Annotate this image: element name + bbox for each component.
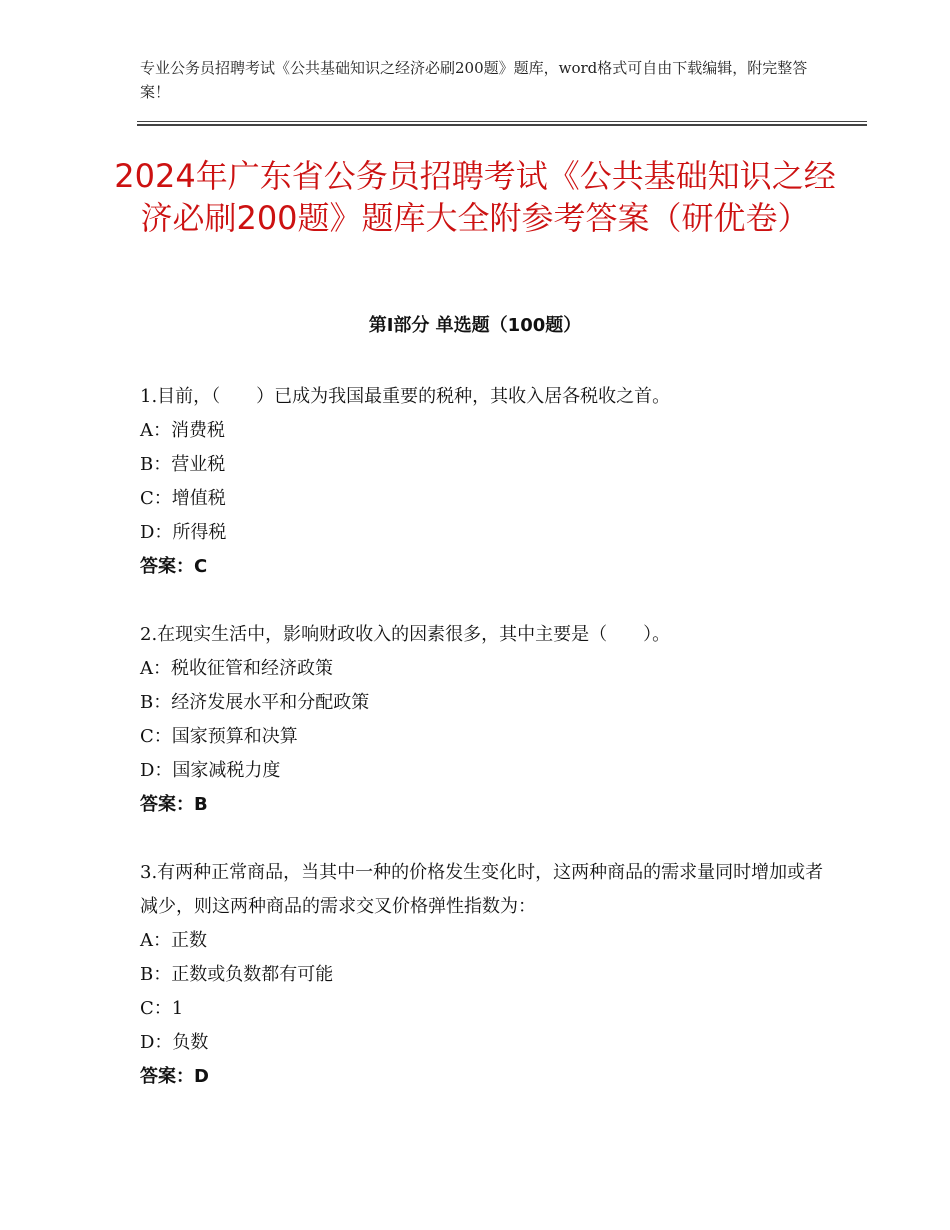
option-b: B：经济发展水平和分配政策 [140, 692, 370, 713]
question-2 [140, 618, 840, 822]
question-stem: 3.有两种正常商品，当其中一种的价格发生变化时，这两种商品的需求量同时增加或者减少，则这两种商品的需求交叉价格弹性指数为： [140, 862, 824, 917]
header-rule-thick [137, 124, 867, 126]
question-1 [140, 380, 840, 584]
question-stem: 2.在现实生活中，影响财政收入的因素很多，其中主要是（ ）。 [140, 624, 671, 645]
option-d: D：国家减税力度 [140, 760, 281, 781]
option-c: C：国家预算和决算 [140, 726, 298, 747]
option-a: A：税收征管和经济政策 [140, 658, 333, 679]
question-stem: 1.目前，（ ）已成为我国最重要的税种，其收入居各税收之首。 [140, 386, 671, 407]
option-b: B：营业税 [140, 454, 226, 475]
answer-key: 答案：C [140, 556, 208, 577]
question-3 [140, 856, 840, 1094]
option-b: B：正数或负数都有可能 [140, 964, 334, 985]
answer-key: 答案：D [140, 1066, 209, 1087]
option-c: C：1 [140, 998, 184, 1019]
option-a: A：正数 [140, 930, 207, 951]
option-c: C：增值税 [140, 488, 226, 509]
document-title: 2024年广东省公务员招聘考试《公共基础知识之经济必刷200题》题库大全附参考答案（研优卷） [114, 157, 836, 237]
section-heading: 第Ⅰ部分 单选题（100题） [368, 315, 582, 336]
option-d: D：所得税 [140, 522, 227, 543]
option-a: A：消费税 [140, 420, 225, 441]
option-d: D：负数 [140, 1032, 209, 1053]
answer-key: 答案：B [140, 794, 208, 815]
header-rule [137, 121, 867, 122]
header-note: 专业公务员招聘考试《公共基础知识之经济必刷200题》题库，word格式可自由下载编辑，附完整答案！ [140, 59, 808, 101]
